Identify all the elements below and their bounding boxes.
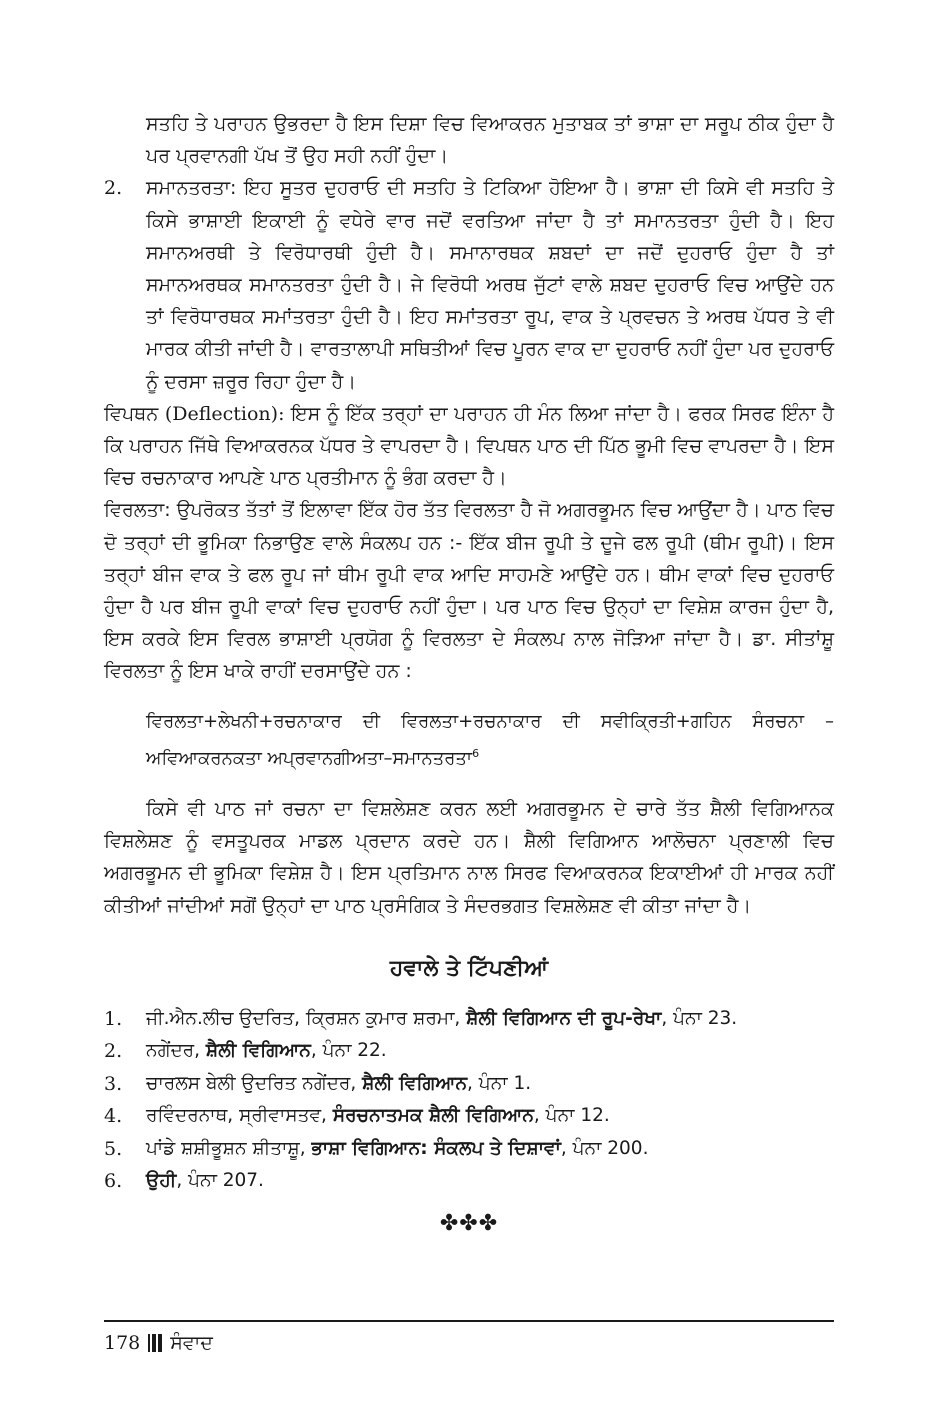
references-heading: ਹਵਾਲੇ ਤੇ ਟਿੱਪਣੀਆਂ: [389, 955, 549, 981]
reference-title: ਸ਼ੈਲੀ ਵਿਗਿਆਨ: [205, 1040, 311, 1062]
ornament-divider: ✤✤✤: [439, 1211, 499, 1237]
deflection-latin: (Deflection):: [164, 402, 285, 425]
reference-author: ਪਾਂਡੇ ਸ਼ਸ਼ੀਭੂਸ਼ਨ ਸ਼ੀਤਾਸ਼ੂ,: [146, 1137, 312, 1159]
reference-author: ਨਗੇਂਦਰ,: [146, 1040, 206, 1062]
reference-page: , ਪੰਨਾ 200.: [560, 1137, 649, 1159]
deflection-paragraph: [104, 398, 834, 495]
list-number: 2.: [104, 177, 123, 200]
reference-number: 4.: [104, 1105, 123, 1128]
reference-page: , ਪੰਨਾ 1.: [467, 1072, 532, 1094]
reference-title: ਭਾਸ਼ਾ ਵਿਗਿਆਨ: ਸੰਕਲਪ ਤੇ ਦਿਸ਼ਾਵਾਂ: [311, 1137, 561, 1159]
bars-icon: [148, 1334, 162, 1352]
reference-title: ਸ਼ੈਲੀ ਵਿਗਿਆਨ: [362, 1072, 468, 1094]
reference-item: [104, 1165, 834, 1197]
deflection-term: ਵਿਪਥਨ: [104, 402, 159, 425]
reference-author: ਚਾਰਲਸ ਬੇਲੀ ਉਦਰਿਤ ਨਗੇਂਦਰ,: [146, 1072, 363, 1094]
reference-number: 6.: [104, 1169, 123, 1192]
footnote-marker: 6: [472, 746, 480, 760]
reference-number: 2.: [104, 1040, 123, 1063]
reference-number: 3.: [104, 1072, 123, 1095]
continuation-paragraph: ਸਤਹਿ ਤੇ ਪਰਾਹਨ ਉਭਰਦਾ ਹੈ ਇਸ ਦਿਸ਼ਾ ਵਿਚ ਵਿਆਕਰਨ ਮੁਤਾਬਕ ਤਾਂ ਭਾਸ਼ਾ ਦਾ ਸਰੂਪ ਠੀਕ ਹੁੰਦਾ ਹੈ ਪਰ ਪ੍ਰਵਾਨਗੀ ਪੱਖ ਤੋਂ ਉਹ ਸਹੀ ਨਹੀਂ ਹੁੰਦਾ।: [146, 113, 834, 168]
list-text: ਸਮਾਨਤਰਤਾ: ਇਹ ਸੂਤਰ ਦੁਹਰਾਓ ਦੀ ਸਤਹਿ ਤੇ ਟਿਕਿਆ ਹੋਇਆ ਹੈ। ਭਾਸ਼ਾ ਦੀ ਕਿਸੇ ਵੀ ਸਤਹਿ ਤੇ ਕਿਸੇ ਭਾਸ਼ਾਈ ਇਕਾਈ ਨੂੰ ਵਧੇਰੇ ਵਾਰ ਜਦੋਂ ਵਰਤਿਆ ਜਾਂਦਾ ਹੈ ਤਾਂ ਸਮਾਨਤਰਤਾ ਹੁੰਦੀ ਹੈ। ਇਹ ਸਮਾਨਅਰਥੀ ਤੇ ਵਿਰੋਧਾਰਥੀ ਹੁੰਦੀ ਹੈ। ਸਮਾਨਾਰਥਕ ਸ਼ਬਦਾਂ ਦਾ ਜਦੋਂ ਦੁਹਰਾਓ ਹੁੰਦਾ ਹੈ ਤਾਂ ਸਮਾਨਅਰਥਕ ਸਮਾਨਤਰਤਾ ਹੁੰਦੀ ਹੈ। ਜੇ ਵਿਰੋਧੀ ਅਰਥ ਜੁੱਟਾਂ ਵਾਲੇ ਸ਼ਬਦ ਦੁਹਰਾਓ ਵਿਚ ਆਉਂਦੇ ਹਨ ਤਾਂ ਵਿਰੋਧਾਰਥਕ ਸਮਾਂਤਰਤਾ ਹੁੰਦੀ ਹੈ। ਇਹ ਸਮਾਂਤਰਤਾ ਰੂਪ, ਵਾਕ ਤੇ ਪ੍ਰਵਚਨ ਤੇ ਅਰਥ ਪੱਧਰ ਤੇ ਵੀ ਮਾਰਕ ਕੀਤੀ ਜਾਂਦੀ ਹੈ। ਵਾਰਤਾਲਾਪੀ ਸਥਿਤੀਆਂ ਵਿਚ ਪੂਰਨ ਵਾਕ ਦਾ ਦੁਹਰਾਓ ਨਹੀਂ ਹੁੰਦਾ ਪਰ ਦੁਹਰਾਓ ਨੂੰ ਦਰਸਾ ਜ਼ਰੂਰ ਰਿਹਾ ਹੁੰਦਾ ਹੈ।: [146, 177, 834, 393]
reference-item: [104, 1133, 834, 1165]
reference-item: [104, 1068, 834, 1100]
reference-page: , ਪੰਨਾ 23.: [661, 1007, 738, 1029]
reference-author: ਜੀ.ਐਨ.ਲੀਚ ਉਦਰਿਤ, ਕ੍ਰਿਸ਼ਨ ਕੁਮਾਰ ਸ਼ਰਮਾ,: [146, 1007, 467, 1029]
list-item-2: [104, 172, 834, 397]
reference-page: , ਪੰਨਾ 22.: [310, 1040, 387, 1062]
formula-text: ਵਿਰਲਤਾ+ਲੇਖਨੀ+ਰਚਨਾਕਾਰ ਦੀ ਵਿਰਲਤਾ+ਰਚਨਾਕਾਰ ਦੀ ਸਵੀਕ੍ਰਿਤੀ+ਗਹਿਨ ਸੰਰਚਨਾ –ਅਵਿਆਕਰਨਕਤਾ ਅਪ੍ਰਵਾਨਗੀਅਤਾ–ਸਮਾਨਤਰਤਾ: [146, 710, 834, 769]
page-body: [104, 108, 834, 1236]
reference-item: [104, 1100, 834, 1132]
reference-number: 1.: [104, 1007, 123, 1030]
deflection-text: ਇਸ ਨੂੰ ਇੱਕ ਤਰ੍ਹਾਂ ਦਾ ਪਰਾਹਨ ਹੀ ਮੰਨ ਲਿਆ ਜਾਂਦਾ ਹੈ। ਫਰਕ ਸਿਰਫ ਇੰਨਾ ਹੈ ਕਿ ਪਰਾਹਨ ਜਿੱਥੇ ਵਿਆਕਰਨਕ ਪੱਧਰ ਤੇ ਵਾਪਰਦਾ ਹੈ। ਵਿਪਥਨ ਪਾਠ ਦੀ ਪਿੱਠ ਭੂਮੀ ਵਿਚ ਵਾਪਰਦਾ ਹੈ। ਇਸ ਵਿਚ ਰਚਨਾਕਾਰ ਆਪਣੇ ਪਾਠ ਪ੍ਰਤੀਮਾਨ ਨੂੰ ਭੰਗ ਕਰਦਾ ਹੈ।: [104, 402, 834, 490]
formula-line: [146, 706, 834, 775]
reference-number: 5.: [104, 1137, 123, 1160]
reference-title: ਸੰਰਚਨਾਤਮਕ ਸ਼ੈਲੀ ਵਿਗਿਆਨ: [332, 1105, 534, 1127]
reference-page: , ਪੰਨਾ 207.: [176, 1169, 264, 1191]
reference-title: ਉਹੀ: [146, 1169, 177, 1191]
reference-title: ਸ਼ੈਲੀ ਵਿਗਿਆਨ ਦੀ ਰੂਪ-ਰੇਖਾ: [466, 1007, 662, 1029]
reference-author: ਰਵਿੰਦਰਨਾਥ, ਸ੍ਰੀਵਾਸਤਵ,: [146, 1105, 333, 1127]
page-number: 178: [104, 1332, 141, 1354]
reference-item: [104, 1003, 834, 1035]
conclusion-paragraph: ਕਿਸੇ ਵੀ ਪਾਠ ਜਾਂ ਰਚਨਾ ਦਾ ਵਿਸ਼ਲੇਸ਼ਣ ਕਰਨ ਲਈ ਅਗਰਭੂਮਨ ਦੇ ਚਾਰੇ ਤੱਤ ਸ਼ੈਲੀ ਵਿਗਿਆਨਕ ਵਿਸ਼ਲੇਸ਼ਣ ਨੂੰ ਵਸਤੂਪਰਕ ਮਾਡਲ ਪ੍ਰਦਾਨ ਕਰਦੇ ਹਨ। ਸ਼ੈਲੀ ਵਿਗਿਆਨ ਆਲੋਚਨਾ ਪ੍ਰਣਾਲੀ ਵਿਚ ਅਗਰਭੂਮਨ ਦੀ ਭੂਮਿਕਾ ਵਿਸ਼ੇਸ਼ ਹੈ। ਇਸ ਪ੍ਰਤਿਮਾਨ ਨਾਲ ਸਿਰਫ ਵਿਆਕਰਨਕ ਇਕਾਈਆਂ ਹੀ ਮਾਰਕ ਨਹੀਂ ਕੀਤੀਆਂ ਜਾਂਦੀਆਂ ਸਗੋਂ ਉਨ੍ਹਾਂ ਦਾ ਪਾਠ ਪ੍ਰਸੰਗਿਕ ਤੇ ਸੰਦਰਭਗਤ ਵਿਸ਼ਲੇਸ਼ਣ ਵੀ ਕੀਤਾ ਜਾਂਦਾ ਹੈ।: [104, 798, 834, 917]
references-list: [104, 1003, 834, 1197]
page-footer: [104, 1320, 834, 1354]
virlata-paragraph: ਵਿਰਲਤਾ: ਉਪਰੋਕਤ ਤੱਤਾਂ ਤੋਂ ਇਲਾਵਾ ਇੱਕ ਹੋਰ ਤੱਤ ਵਿਰਲਤਾ ਹੈ ਜੋ ਅਗਰਭੂਮਨ ਵਿਚ ਆਉਂਦਾ ਹੈ। ਪਾਠ ਵਿਚ ਦੋ ਤਰ੍ਹਾਂ ਦੀ ਭੂਮਿਕਾ ਨਿਭਾਉਣ ਵਾਲੇ ਸੰਕਲਪ ਹਨ :- ਇੱਕ ਬੀਜ ਰੂਪੀ ਤੇ ਦੂਜੇ ਫਲ ਰੂਪੀ (ਥੀਮ ਰੂਪੀ)। ਇਸ ਤਰ੍ਹਾਂ ਬੀਜ ਵਾਕ ਤੇ ਫਲ ਰੂਪ ਜਾਂ ਥੀਮ ਰੂਪੀ ਵਾਕ ਆਦਿ ਸਾਹਮਣੇ ਆਉਂਦੇ ਹਨ। ਥੀਮ ਵਾਕਾਂ ਵਿਚ ਦੁਹਰਾਓ ਹੁੰਦਾ ਹੈ ਪਰ ਬੀਜ ਰੂਪੀ ਵਾਕਾਂ ਵਿਚ ਦੁਹਰਾਓ ਨਹੀਂ ਹੁੰਦਾ। ਪਰ ਪਾਠ ਵਿਚ ਉਨ੍ਹਾਂ ਦਾ ਵਿਸ਼ੇਸ਼ ਕਾਰਜ ਹੁੰਦਾ ਹੈ, ਇਸ ਕਰਕੇ ਇਸ ਵਿਰਲ ਭਾਸ਼ਾਈ ਪ੍ਰਯੋਗ ਨੂੰ ਵਿਰਲਤਾ ਦੇ ਸੰਕਲਪ ਨਾਲ ਜੋੜਿਆ ਜਾਂਦਾ ਹੈ। ਡਾ. ਸੀਤਾਂਸ਼ੂ ਵਿਰਲਤਾ ਨੂੰ ਇਸ ਖਾਕੇ ਰਾਹੀਂ ਦਰਸਾਉਂਦੇ ਹਨ :: [104, 499, 834, 683]
book-title: ਸੰਵਾਦ: [170, 1332, 213, 1354]
reference-item: [104, 1035, 834, 1067]
reference-page: , ਪੰਨਾ 12.: [533, 1105, 610, 1127]
